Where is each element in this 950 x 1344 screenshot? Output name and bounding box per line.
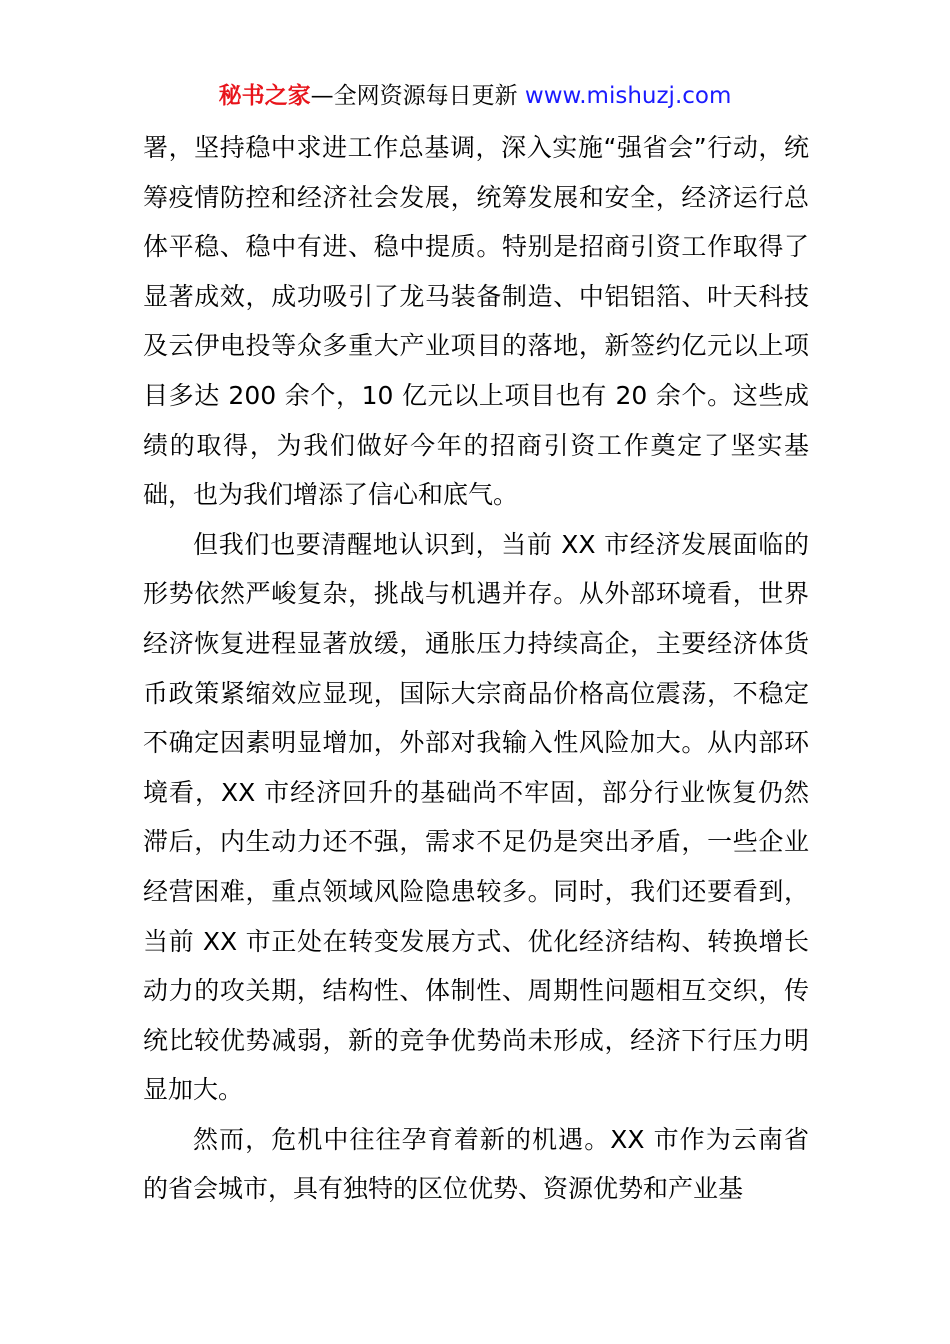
- site-header: [0, 80, 950, 112]
- paragraph-3: 然而，危机中往往孕育着新的机遇。XX 市作为云南省的省会城市，具有独特的区位优势、资源优势和产业基: [143, 1124, 809, 1204]
- paragraph-2: 但我们也要清醒地认识到，当前 XX 市经济发展面临的形势依然严峻复杂，挑战与机遇并存。从外部环境看，世界经济恢复进程显著放缓，通胀压力持续高企，主要经济体货币政策紧缩效应显现，国际大宗商品价格高位震荡，不稳定不确定因素明显增加，外部对我输入性风险加大。从内部环境看，XX 市经济回升的基础尚不牢固，部分行业恢复仍然滞后，内生动力还不强，需求不足仍是突出矛盾，一些企业经营困难，重点领域风险隐患较多。同时，我们还要看到，当前 XX 市正处在转变发展方式、优化经济结构、转换增长动力的攻关期，结构性、体制性、周期性问题相互交织，传统比较优势减弱，新的竞争优势尚未形成，经济下行压力明显加大。: [143, 529, 809, 1105]
- site-tagline: —全网资源每日更新: [310, 83, 525, 109]
- site-url-link[interactable]: www.mishuzj.com: [524, 83, 732, 109]
- document-body: [143, 123, 809, 1214]
- site-brand: 秘书之家: [218, 83, 311, 109]
- paragraph-1: 署，坚持稳中求进工作总基调，深入实施“强省会”行动，统筹疫情防控和经济社会发展，统筹发展和安全，经济运行总体平稳、稳中有进、稳中提质。特别是招商引资工作取得了显著成效，成功吸引了龙马装备制造、中铝铝箔、叶天科技及云伊电投等众多重大产业项目的落地，新签约亿元以上项目多达 200 余个，10 亿元以上项目也有 20 余个。这些成绩的取得，为我们做好今年的招商引资工作奠定了坚实基础，也为我们增添了信心和底气。: [143, 133, 809, 510]
